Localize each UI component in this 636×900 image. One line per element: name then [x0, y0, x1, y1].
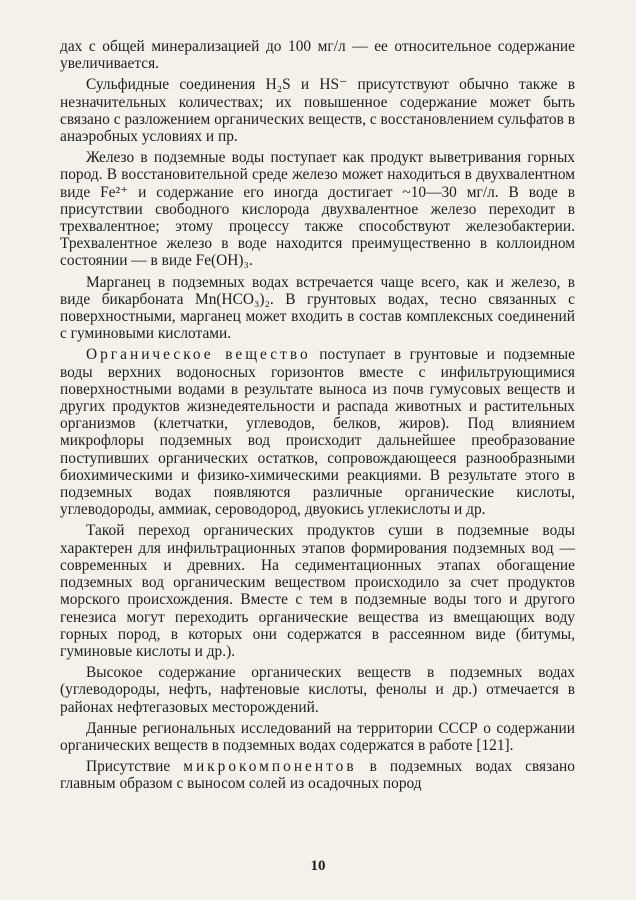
paragraph-sulfides: Сульфидные соединения H₂S и HS⁻ присутствуют обычно также в незначительных количествах; их повышенное содержание может быть связано с разложением органических веществ, с восстановлением сульфатов в анаэробных условиях и пр. — [60, 76, 575, 146]
paragraph-microcomponents — [60, 758, 575, 792]
spaced-term-micro: микрокомпонентов — [183, 758, 357, 776]
spaced-term-organic: Органическое вещество — [86, 346, 311, 364]
page-number: 10 — [310, 858, 326, 874]
paragraph-micro-lead: Присутствие — [86, 758, 184, 776]
paragraph-continued: дах с общей минерализацией до 100 мг/л — ее относительное содержание увеличивается. — [60, 38, 575, 73]
paragraph-micro-text: в подземных водах связано главным образом с выносом солей из осадочных пород — [60, 758, 575, 793]
paragraph-organic-matter — [60, 346, 575, 518]
paragraph-iron: Железо в подземные воды поступает как продукт выветривания горных пород. В восстановительной среде железо может находиться в двухвалентном виде Fe²⁺ и содержание его иногда достигает ~10—30 мг/л. В воде в присутствии свободного кислорода двухвалентное железо переходит в трехвалентное; этому процессу также способствуют железобактерии. Трехвалентное железо в воде находится преимущественно в коллоидном состоянии — в виде Fe(OH)₃. — [60, 149, 575, 270]
paragraph-regional-data: Данные региональных исследований на территории СССР о содержании органических веществ в подземных водах содержатся в работе [121]. — [60, 719, 575, 754]
paragraph-organic-transition: Такой переход органических продуктов суши в подземные воды характерен для инфильтрационных этапов формирования подземных вод — современных и древних. На седиментационных этапах обогащение подземных вод органическим веществом происходило за счет продуктов морского происхождения. Вместе с тем в подземные воды того и другого генезиса могут переходить органические вещества из вмещающих воду горных пород, в которых они содержатся в рассеянном виде (битумы, гуминовые кислоты и др.). — [60, 522, 575, 660]
paragraph-organic-text: поступает в грунтовые и подземные воды верхних водоносных горизонтов вместе с инфильтрующимися поверхностными водами в результате выноса из почв гумусовых веществ и других продуктов жизнедеятельности и распада животных и растительных организмов (клетчатки, углеводов, белков, жиров). Под влиянием микрофлоры подземных вод происходит дальнейшее преобразование поступивших органических остатков, сопровождающееся разнообразными биохимическими и физико-химическими реакциями. В результате этого в подземных водах появляются различные органические кислоты, углеводороды, аммиак, сероводород, двуокись углекислоты и др. — [60, 346, 575, 519]
paragraph-high-organic: Высокое содержание органических веществ в подземных водах (углеводороды, нефть, нафтеновые кислоты, фенолы и др.) отмечается в районах нефтегазовых месторождений. — [60, 664, 575, 716]
body-text — [60, 38, 575, 797]
paragraph-manganese: Марганец в подземных водах встречается чаще всего, как и железо, в виде бикарбоната Mn(HCO₃)₂. В грунтовых водах, тесно связанных с поверхностными, марганец может входить в состав комплексных соединений с гуминовыми кислотами. — [60, 273, 575, 343]
